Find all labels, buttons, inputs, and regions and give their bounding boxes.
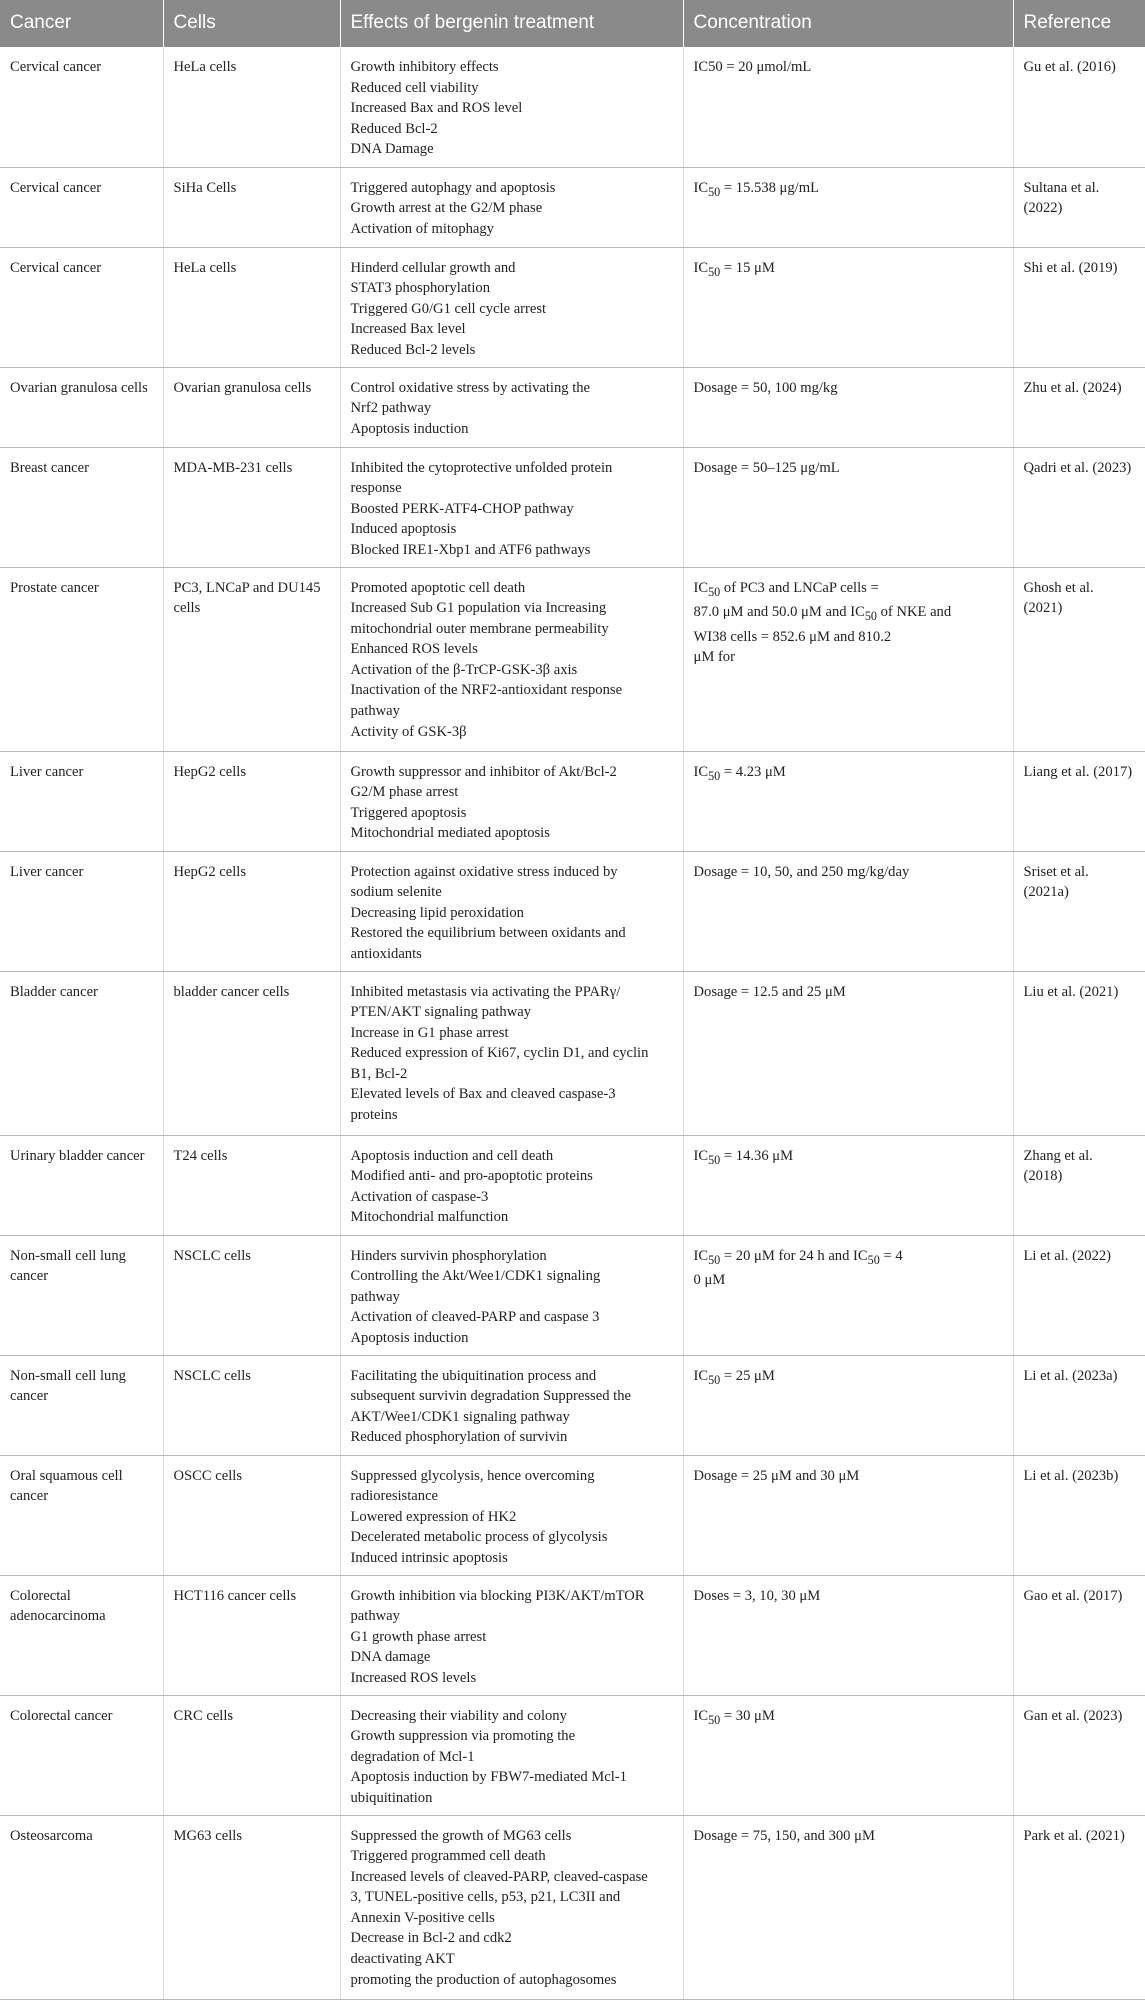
header-cells: Cells (163, 0, 340, 47)
header-concentration: Concentration (683, 0, 1013, 47)
effect-line: Activation of cleaved-PARP and caspase 3 (350, 1309, 600, 1326)
cancer-cell: Colorectal cancer (0, 1695, 163, 1815)
cancer-cell: Ovarian granulosa cells (0, 367, 163, 447)
concentration-cell: Doses = 3, 10, 30 μM (683, 1575, 1013, 1695)
effect-line: Apoptosis induction and cell death (350, 1147, 554, 1164)
table-row (0, 367, 1145, 447)
effect-line: Growth inhibition via blocking PI3K/AKT/mTOR (350, 1587, 645, 1604)
cancer-cell: Osteosarcoma (0, 1815, 163, 1999)
effects-cell (340, 971, 683, 1135)
effect-line: Nrf2 pathway (350, 400, 432, 417)
effect-line: Growth arrest at the G2/M phase (350, 200, 543, 217)
effect-line: Inactivation of the NRF2-antioxidant response (350, 682, 623, 699)
effect-line: Apoptosis induction (350, 420, 469, 437)
table-row (0, 1575, 1145, 1695)
cells-cell: NSCLC cells (163, 1355, 340, 1455)
effect-line: Triggered G0/G1 cell cycle arrest (350, 300, 547, 317)
effect-line: Lowered expression of HK2 (350, 1508, 517, 1525)
effect-line: Promoted apoptotic cell death (350, 579, 526, 596)
table-row (0, 1455, 1145, 1575)
effect-line: Induced intrinsic apoptosis (350, 1549, 508, 1566)
effect-line: Mitochondrial malfunction (350, 1209, 509, 1226)
concentration-cell: Dosage = 10, 50, and 250 mg/kg/day (683, 851, 1013, 971)
concentration-cell: Dosage = 75, 150, and 300 μM (683, 1815, 1013, 1999)
concentration-cell: $IC_{50} = 15$ μM (683, 247, 1013, 367)
cells-cell: NSCLC cells (163, 1235, 340, 1355)
effects-cell (340, 167, 683, 247)
effect-line: DNA damage (350, 1649, 431, 1666)
reference-cell: Zhu et al. (2024) (1013, 367, 1145, 447)
effect-line: Suppressed the growth of MG63 cells (350, 1827, 572, 1844)
effect-line: Increase in G1 phase arrest (350, 1024, 509, 1041)
table-row (0, 1815, 1145, 1999)
concentration-cell: Dosage = 12.5 and 25 μM (683, 971, 1013, 1135)
effect-line: Elevated levels of Bax and cleaved caspase-3 (350, 1086, 616, 1103)
cancer-cell: Prostate cancer (0, 567, 163, 751)
effect-line: degradation of Mcl-1 (350, 1748, 475, 1765)
concentration-cell: $IC_{50}$ of PC3 and LNCaP cells = 87.0 μM and 50.0 μM and $IC_{50}$ of NKE and WI38 cells = 852.6 μM and 810.2 μM for (683, 567, 1013, 751)
reference-cell: Sriset et al. (2021a) (1013, 851, 1145, 971)
cancer-cell: Cervical cancer (0, 47, 163, 167)
effects-cell (340, 1355, 683, 1455)
table-row (0, 1695, 1145, 1815)
cells-cell: T24 cells (163, 1135, 340, 1235)
cells-cell: SiHa Cells (163, 167, 340, 247)
effect-line: Control oxidative stress by activating the (350, 379, 591, 396)
effect-line: Increased Sub G1 population via Increasing (350, 600, 607, 617)
effect-line: ubiquitination (350, 1789, 433, 1806)
effect-line: Restored the equilibrium between oxidants and (350, 925, 626, 942)
effect-line: Activation of caspase-3 (350, 1188, 489, 1205)
effect-line: response (350, 480, 402, 497)
cancer-cell: Liver cancer (0, 851, 163, 971)
effect-line: AKT/Wee1/CDK1 signaling pathway (350, 1408, 570, 1425)
table-row (0, 1355, 1145, 1455)
reference-cell: Liang et al. (2017) (1013, 751, 1145, 851)
concentration-cell: Dosage = 50–125 μg/mL (683, 447, 1013, 567)
effect-line: sodium selenite (350, 884, 442, 901)
reference-cell: Gu et al. (2016) (1013, 47, 1145, 167)
effect-line: Increased levels of cleaved-PARP, cleaved-caspase (350, 1868, 648, 1885)
effect-line: Growth inhibitory effects (350, 59, 499, 75)
reference-cell: Zhang et al. (2018) (1013, 1135, 1145, 1235)
effect-line: Reduced expression of Ki67, cyclin D1, and cyclin (350, 1045, 649, 1062)
effect-line: Protection against oxidative stress induced by (350, 863, 618, 880)
effect-line: Activity of GSK-3β (350, 723, 467, 740)
effect-line: Mitochondrial mediated apoptosis (350, 825, 550, 842)
cancer-cell: Non-small cell lung cancer (0, 1355, 163, 1455)
effect-line: pathway (350, 1288, 400, 1305)
reference-cell: Park et al. (2021) (1013, 1815, 1145, 1999)
effect-line: G2/M phase arrest (350, 784, 459, 801)
effect-line: Hinders survivin phosphorylation (350, 1247, 547, 1264)
header-reference: Reference (1013, 0, 1145, 47)
table-row (0, 567, 1145, 751)
effect-line: B1, Bcl-2 (350, 1065, 408, 1082)
reference-cell: Li et al. (2023b) (1013, 1455, 1145, 1575)
cancer-cell: Breast cancer (0, 447, 163, 567)
effect-line: Reduced phosphorylation of survivin (350, 1429, 568, 1446)
cancer-cell: Cervical cancer (0, 167, 163, 247)
cells-cell: PC3, LNCaP and DU145 cells (163, 567, 340, 751)
effect-line: Facilitating the ubiquitination process and (350, 1367, 597, 1384)
effects-cell (340, 1815, 683, 1999)
effect-line: 3, TUNEL-positive cells, p53, p21, LC3II and (350, 1889, 621, 1906)
effect-line: Decreasing their viability and colony (350, 1707, 567, 1724)
cells-cell: HeLa cells (163, 47, 340, 167)
reference-cell: Li et al. (2023a) (1013, 1355, 1145, 1455)
cancer-cell: Non-small cell lung cancer (0, 1235, 163, 1355)
effects-cell (340, 367, 683, 447)
cancer-cell: Oral squamous cell cancer (0, 1455, 163, 1575)
effect-line: Triggered programmed cell death (350, 1848, 546, 1865)
effect-line: DNA Damage (350, 141, 434, 158)
effect-line: Boosted PERK-ATF4-CHOP pathway (350, 500, 574, 517)
effect-line: Growth suppression via promoting the (350, 1728, 576, 1745)
header-effects: Effects of bergenin treatment (340, 0, 683, 47)
effects-cell (340, 1695, 683, 1815)
effects-cell (340, 851, 683, 971)
cancer-cell: Bladder cancer (0, 971, 163, 1135)
cells-cell: bladder cancer cells (163, 971, 340, 1135)
cells-cell: MDA-MB-231 cells (163, 447, 340, 567)
effect-line: PTEN/AKT signaling pathway (350, 1004, 532, 1021)
reference-cell: Sultana et al. (2022) (1013, 167, 1145, 247)
cells-cell: OSCC cells (163, 1455, 340, 1575)
effect-line: G1 growth phase arrest (350, 1628, 487, 1645)
cells-cell: MG63 cells (163, 1815, 340, 1999)
effect-line: subsequent survivin degradation Suppressed the (350, 1388, 631, 1405)
effect-line: promoting the production of autophagosomes (350, 1971, 617, 1988)
table-row (0, 47, 1145, 167)
header-cancer: Cancer (0, 0, 163, 47)
effect-line: deactivating AKT (350, 1951, 455, 1968)
effect-line: Controlling the Akt/Wee1/CDK1 signaling (350, 1268, 601, 1285)
effect-line: antioxidants (350, 945, 422, 962)
effect-line: Increased ROS levels (350, 1669, 477, 1686)
effect-line: Annexin V-positive cells (350, 1909, 495, 1926)
reference-cell: Liu et al. (2021) (1013, 971, 1145, 1135)
effect-line: Enhanced ROS levels (350, 641, 478, 658)
table-row (0, 167, 1145, 247)
table-row (0, 247, 1145, 367)
effect-line: proteins (350, 1107, 398, 1124)
reference-cell: Li et al. (2022) (1013, 1235, 1145, 1355)
effect-line: Modified anti- and pro-apoptotic proteins (350, 1168, 593, 1185)
concentration-cell: $IC_{50} = 4.23$ μM (683, 751, 1013, 851)
cancer-cell: Urinary bladder cancer (0, 1135, 163, 1235)
effect-line: mitochondrial outer membrane permeability (350, 620, 609, 637)
effect-line: Blocked IRE1-Xbp1 and ATF6 pathways (350, 541, 591, 558)
concentration-cell: Dosage = 50, 100 mg/kg (683, 367, 1013, 447)
table-row (0, 851, 1145, 971)
cells-cell: HepG2 cells (163, 851, 340, 971)
reference-cell: Shi et al. (2019) (1013, 247, 1145, 367)
concentration-cell: $IC_{50} = 20$ μM for 24 h and $IC_{50} = 4$ 0 μM (683, 1235, 1013, 1355)
effect-line: Reduced Bcl-2 levels (350, 341, 476, 358)
effects-cell (340, 751, 683, 851)
effect-line: Triggered apoptosis (350, 804, 467, 821)
reference-cell: Gao et al. (2017) (1013, 1575, 1145, 1695)
cancer-cell: Colorectal adenocarcinoma (0, 1575, 163, 1695)
effects-cell (340, 1455, 683, 1575)
effect-line: Reduced Bcl-2 (350, 120, 438, 137)
concentration-cell: $IC_{50} = 14.36$ μM (683, 1135, 1013, 1235)
effect-line: Inhibited metastasis via activating the PPARγ/ (350, 983, 621, 1000)
concentration-cell: $IC_{50} = 15.538$ μg/mL (683, 167, 1013, 247)
cells-cell: CRC cells (163, 1695, 340, 1815)
effect-line: Induced apoptosis (350, 521, 457, 538)
effect-line: Apoptosis induction (350, 1329, 469, 1346)
reference-cell: Qadri et al. (2023) (1013, 447, 1145, 567)
cancer-cell: Cervical cancer (0, 247, 163, 367)
effect-line: Reduced cell viability (350, 79, 479, 96)
effect-line: Growth suppressor and inhibitor of Akt/Bcl-2 (350, 763, 617, 780)
cells-cell: Ovarian granulosa cells (163, 367, 340, 447)
table-row (0, 447, 1145, 567)
effect-line: radioresistance (350, 1488, 439, 1505)
effects-cell (340, 447, 683, 567)
effect-line: Activation of the β-TrCP-GSK-3β axis (350, 661, 578, 678)
effects-cell (340, 247, 683, 367)
header-row (0, 0, 1145, 47)
effect-line: Decreasing lipid peroxidation (350, 904, 524, 921)
concentration-cell: Dosage = 25 μM and 30 μM (683, 1455, 1013, 1575)
cells-cell: HCT116 cancer cells (163, 1575, 340, 1695)
effects-cell (340, 1575, 683, 1695)
table-body (0, 47, 1145, 1999)
table-row (0, 1135, 1145, 1235)
table-row (0, 1235, 1145, 1355)
effect-line: Suppressed glycolysis, hence overcoming (350, 1467, 595, 1484)
effect-line: Decrease in Bcl-2 and cdk2 (350, 1930, 512, 1947)
effects-cell (340, 567, 683, 751)
effect-line: Inhibited the cytoprotective unfolded protein (350, 459, 613, 476)
effect-line: Activation of mitophagy (350, 220, 494, 237)
effect-line: Apoptosis induction by FBW7-mediated Mcl-1 (350, 1769, 627, 1786)
table-row (0, 751, 1145, 851)
table-row (0, 971, 1145, 1135)
cells-cell: HeLa cells (163, 247, 340, 367)
effect-line: Triggered autophagy and apoptosis (350, 179, 556, 196)
concentration-cell: IC50 = 20 μmol/mL (683, 47, 1013, 167)
concentration-cell: $IC_{50} = 25$ μM (683, 1355, 1013, 1455)
effect-line: Decelerated metabolic process of glycolysis (350, 1529, 608, 1546)
effect-line: pathway (350, 703, 400, 720)
cancer-cell: Liver cancer (0, 751, 163, 851)
effects-cell (340, 1135, 683, 1235)
effects-cell (340, 47, 683, 167)
reference-cell: Ghosh et al. (2021) (1013, 567, 1145, 751)
effect-line: Increased Bax level (350, 321, 466, 338)
concentration-cell: $IC_{50} = 30$ μM (683, 1695, 1013, 1815)
cells-cell: HepG2 cells (163, 751, 340, 851)
reference-cell: Gan et al. (2023) (1013, 1695, 1145, 1815)
effects-cell (340, 1235, 683, 1355)
effect-line: Increased Bax and ROS level (350, 100, 523, 117)
effect-line: STAT3 phosphorylation (350, 280, 490, 297)
effect-line: pathway (350, 1608, 400, 1625)
effect-line: Hinderd cellular growth and (350, 259, 516, 276)
